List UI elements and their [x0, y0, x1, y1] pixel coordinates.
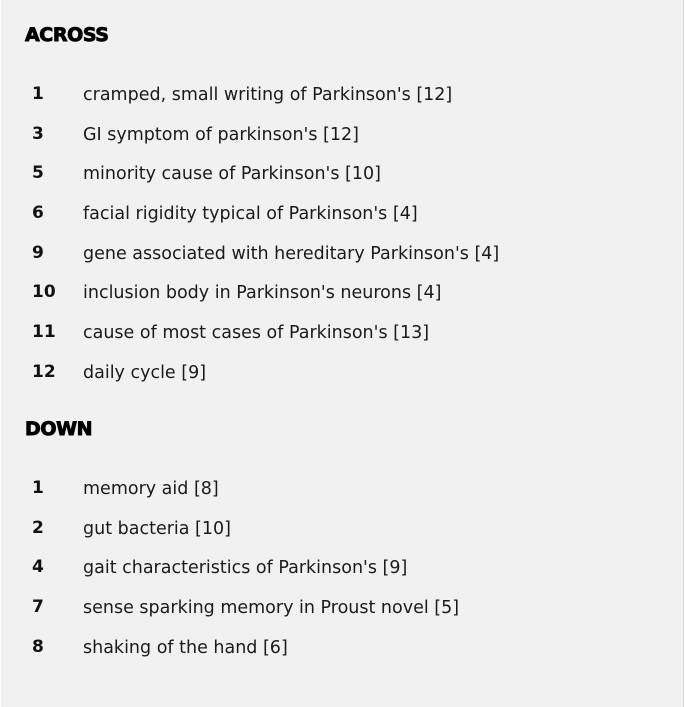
clue-number: 10: [32, 282, 56, 303]
clue-text: shaking of the hand [6]: [83, 637, 288, 658]
down-heading: DOWN: [25, 418, 93, 440]
clue-number: 4: [32, 557, 44, 578]
clue-number: 9: [32, 242, 44, 263]
clue-text: daily cycle [9]: [83, 362, 207, 383]
clue-number: 12: [32, 361, 56, 382]
clue-number: 5: [32, 163, 44, 184]
clue-text: facial rigidity typical of Parkinson's [4]: [83, 204, 418, 225]
clue-text: cramped, small writing of Parkinson's [12]: [83, 85, 453, 105]
clue-text: GI symptom of parkinson's [12]: [83, 124, 359, 145]
clue-number: 8: [32, 636, 44, 657]
clue-number: 2: [32, 517, 44, 538]
clue-number: 3: [32, 123, 44, 144]
crossword-clues-panel: [1, 0, 684, 707]
clue-text: memory aid [8]: [83, 479, 219, 499]
clue-text: minority cause of Parkinson's [10]: [83, 164, 381, 185]
clue-text: gene associated with hereditary Parkinson's [4]: [83, 243, 500, 264]
clue-number: 7: [32, 597, 44, 618]
clue-number: 6: [32, 203, 44, 224]
clue-text: gut bacteria [10]: [83, 518, 231, 539]
clue-number: 1: [32, 84, 44, 104]
clue-number: 1: [32, 478, 44, 498]
clue-text: sense sparking memory in Proust novel [5]: [83, 598, 460, 619]
clue-text: inclusion body in Parkinson's neurons [4]: [83, 283, 442, 304]
clue-number: 11: [32, 322, 56, 343]
clue-text: cause of most cases of Parkinson's [13]: [83, 323, 430, 344]
across-heading: ACROSS: [25, 24, 109, 46]
clue-text: gait characteristics of Parkinson's [9]: [83, 558, 408, 579]
